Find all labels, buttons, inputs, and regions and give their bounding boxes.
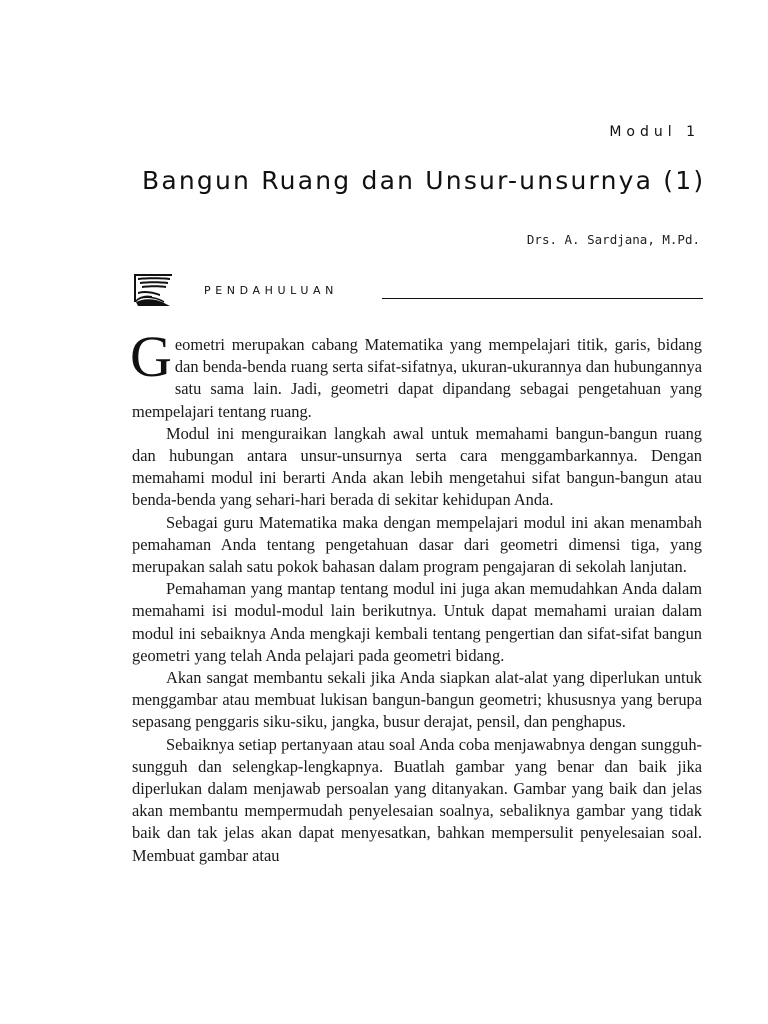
module-label: Modul 1	[609, 124, 700, 140]
paragraph: Sebaiknya setiap pertanyaan atau soal Anda coba menjawabnya dengan sungguh-sungguh dan selengkap-lengkapnya. Buatlah gambar yang benar dan baik jika diperlukan dalam menjawab persoalan yang ditanyakan. Gambar yang baik dan jelas akan membantu mempermudah penyelesaian soalnya, sebaliknya gambar yang tidak baik dan tak jelas akan dapat menyesatkan, bahkan mempersulit penyelesaian soal. Membuat gambar atau	[132, 734, 702, 865]
page-title: Bangun Ruang dan Unsur-unsurnya (1)	[142, 166, 706, 195]
paragraph	[130, 324, 702, 423]
paragraph-text: eometri merupakan cabang Matematika yang mempelajari titik, garis, bidang dan benda-benda ruang serta sifat-sifatnya, ukuran-ukurannya dan hubungannya satu sama lain. Jadi, geometri dapat dipandang sebagai pengetahuan yang mempelajari tentang ruang.	[132, 335, 702, 421]
paragraph: Pemahaman yang mantap tentang modul ini juga akan memudahkan Anda dalam memahami isi modul-modul lain berikutnya. Untuk dapat memahami uraian dalam modul ini sebaiknya Anda mengkaji kembali tentang pengertian dan sifat-sifat bangun geometri yang telah Anda pelajari pada geometri bidang.	[132, 579, 702, 665]
paragraph: Modul ini menguraikan langkah awal untuk memahami bangun-bangun ruang dan hubungan antara unsur-unsurnya serta cara menggambarkannya. Dengan memahami modul ini berarti Anda akan lebih mengetahui sifat bangun-bangun atau benda-benda yang sehari-hari berada di sekitar kehidupan Anda.	[132, 423, 702, 510]
body-text	[130, 324, 702, 867]
section-divider	[382, 298, 703, 299]
section-heading: PENDAHULUAN	[204, 284, 338, 297]
author-line: Drs. A. Sardjana, M.Pd.	[526, 232, 700, 247]
open-book-icon	[130, 270, 178, 310]
drop-cap: G	[130, 324, 172, 389]
paragraph: Akan sangat membantu sekali jika Anda siapkan alat-alat yang diperlukan untuk menggambar atau membuat lukisan bangun-bangun geometri; khususnya yang berupa sepasang penggaris siku-siku, jangka, busur derajat, pensil, dan penghapus.	[132, 668, 702, 732]
paragraph: Sebagai guru Matematika maka dengan mempelajari modul ini akan menambah pemahaman Anda tentang pengetahuan dasar dari geometri dimensi tiga, yang merupakan salah satu pokok bahasan dalam program pengajaran di sekolah lanjutan.	[132, 512, 702, 577]
